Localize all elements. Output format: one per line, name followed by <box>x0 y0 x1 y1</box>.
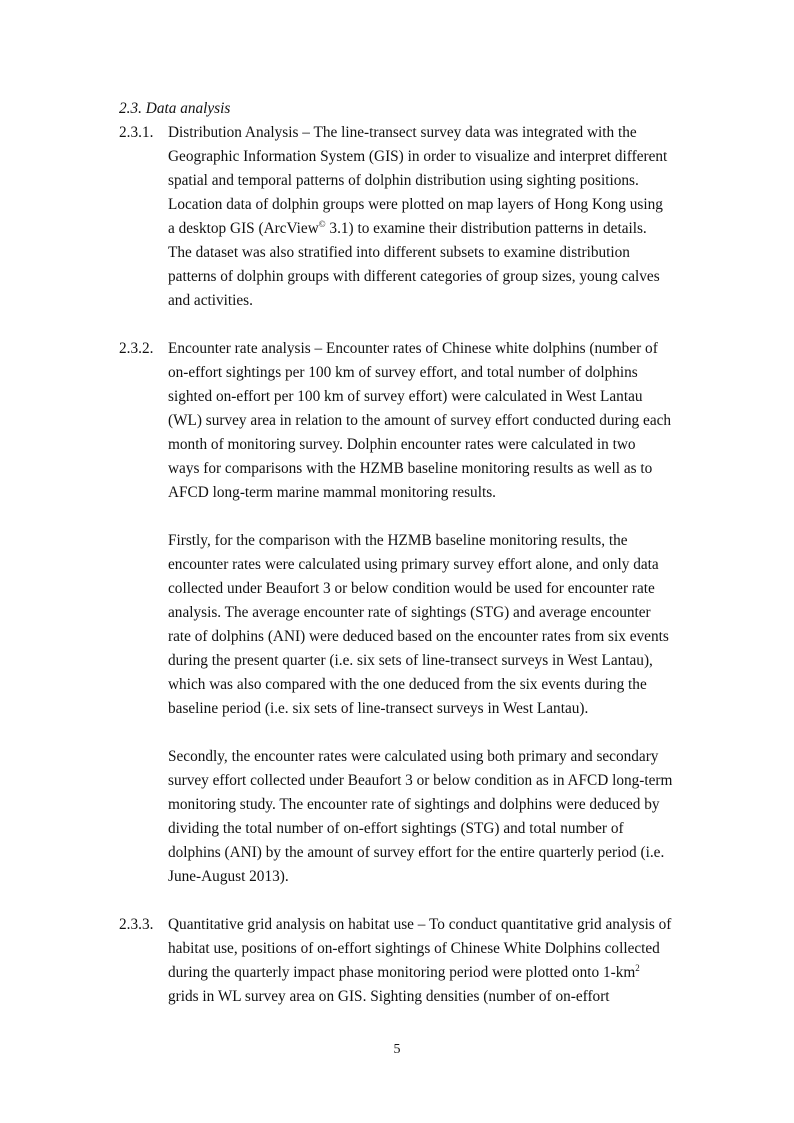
text-line: dividing the total number of on-effort sightings (STG) and total number of <box>168 820 624 837</box>
subsection-body <box>168 337 699 505</box>
text-line: analysis. The average encounter rate of sightings (STG) and average encounter <box>168 604 651 621</box>
text-line: monitoring study. The encounter rate of sightings and dolphins were deduced by <box>168 796 660 813</box>
text-line: June-August 2013). <box>168 868 289 885</box>
subsection-2-3-2 <box>119 337 699 505</box>
text-line: Location data of dolphin groups were plotted on map layers of Hong Kong using <box>168 196 663 213</box>
text-line: (WL) survey area in relation to the amount of survey effort conducted during each <box>168 412 672 429</box>
text-line <box>168 961 699 985</box>
text-line: patterns of dolphin groups with different categories of group sizes, young calves <box>168 268 660 285</box>
text-line: baseline period (i.e. six sets of line-transect surveys in West Lantau). <box>168 700 589 717</box>
text-line: encounter rates were calculated using primary survey effort alone, and only data <box>168 556 659 573</box>
subsection-body <box>168 913 699 1009</box>
text-line: dolphins (ANI) by the amount of survey effort for the entire quarterly period (i.e. <box>168 844 665 861</box>
text-line <box>168 217 699 241</box>
text-line: and activities. <box>168 292 253 309</box>
text-line: Firstly, for the comparison with the HZMB baseline monitoring results, the <box>168 532 628 549</box>
text-line: The dataset was also stratified into different subsets to examine distribution <box>168 244 630 261</box>
subsection-number: 2.3.2. <box>119 340 154 357</box>
paragraph-secondly <box>168 745 708 889</box>
text-line: during the present quarter (i.e. six sets of line-transect surveys in West Lantau), <box>168 652 653 669</box>
text-line: survey effort collected under Beaufort 3 or below condition as in AFCD long-term <box>168 772 673 789</box>
text-fragment: a desktop GIS (ArcView <box>168 220 319 237</box>
text-line: grids in WL survey area on GIS. Sighting densities (number of on-effort <box>168 988 610 1005</box>
subsection-number: 2.3.3. <box>119 916 154 933</box>
section-heading: 2.3. Data analysis <box>119 100 231 117</box>
text-line: which was also compared with the one deduced from the six events during the <box>168 676 647 693</box>
text-line: AFCD long-term marine mammal monitoring results. <box>168 484 496 501</box>
text-line: Quantitative grid analysis on habitat use – To conduct quantitative grid analysis of <box>168 916 672 933</box>
text-line: on-effort sightings per 100 km of survey effort, and total number of dolphins <box>168 364 638 381</box>
text-line: habitat use, positions of on-effort sightings of Chinese White Dolphins collected <box>168 940 660 957</box>
text-line: ways for comparisons with the HZMB baseline monitoring results as well as to <box>168 460 653 477</box>
superscript: 2 <box>635 962 640 973</box>
text-line: spatial and temporal patterns of dolphin distribution using sighting positions. <box>168 172 639 189</box>
text-fragment: 3.1) to examine their distribution patterns in details. <box>325 220 647 237</box>
text-line: rate of dolphins (ANI) were deduced based on the encounter rates from six events <box>168 628 669 645</box>
copyright-symbol: © <box>318 218 326 229</box>
subsection-number: 2.3.1. <box>119 124 154 141</box>
subsection-2-3-3 <box>119 913 699 1009</box>
text-line: sighted on-effort per 100 km of survey effort) were calculated in West Lantau <box>168 388 643 405</box>
subsection-body <box>168 121 699 313</box>
text-line: collected under Beaufort 3 or below condition would be used for encounter rate <box>168 580 655 597</box>
text-line: Secondly, the encounter rates were calculated using both primary and secondary <box>168 748 659 765</box>
text-line: month of monitoring survey. Dolphin encounter rates were calculated in two <box>168 436 636 453</box>
text-line: Distribution Analysis – The line-transect survey data was integrated with the <box>168 124 637 141</box>
text-line: Encounter rate analysis – Encounter rates of Chinese white dolphins (number of <box>168 340 658 357</box>
text-line: Geographic Information System (GIS) in order to visualize and interpret different <box>168 148 668 165</box>
subsection-2-3-1 <box>119 121 699 313</box>
paragraph-firstly <box>168 529 708 721</box>
text-fragment: during the quarterly impact phase monitoring period were plotted onto 1-km <box>168 964 636 981</box>
page-number: 5 <box>393 1042 401 1057</box>
